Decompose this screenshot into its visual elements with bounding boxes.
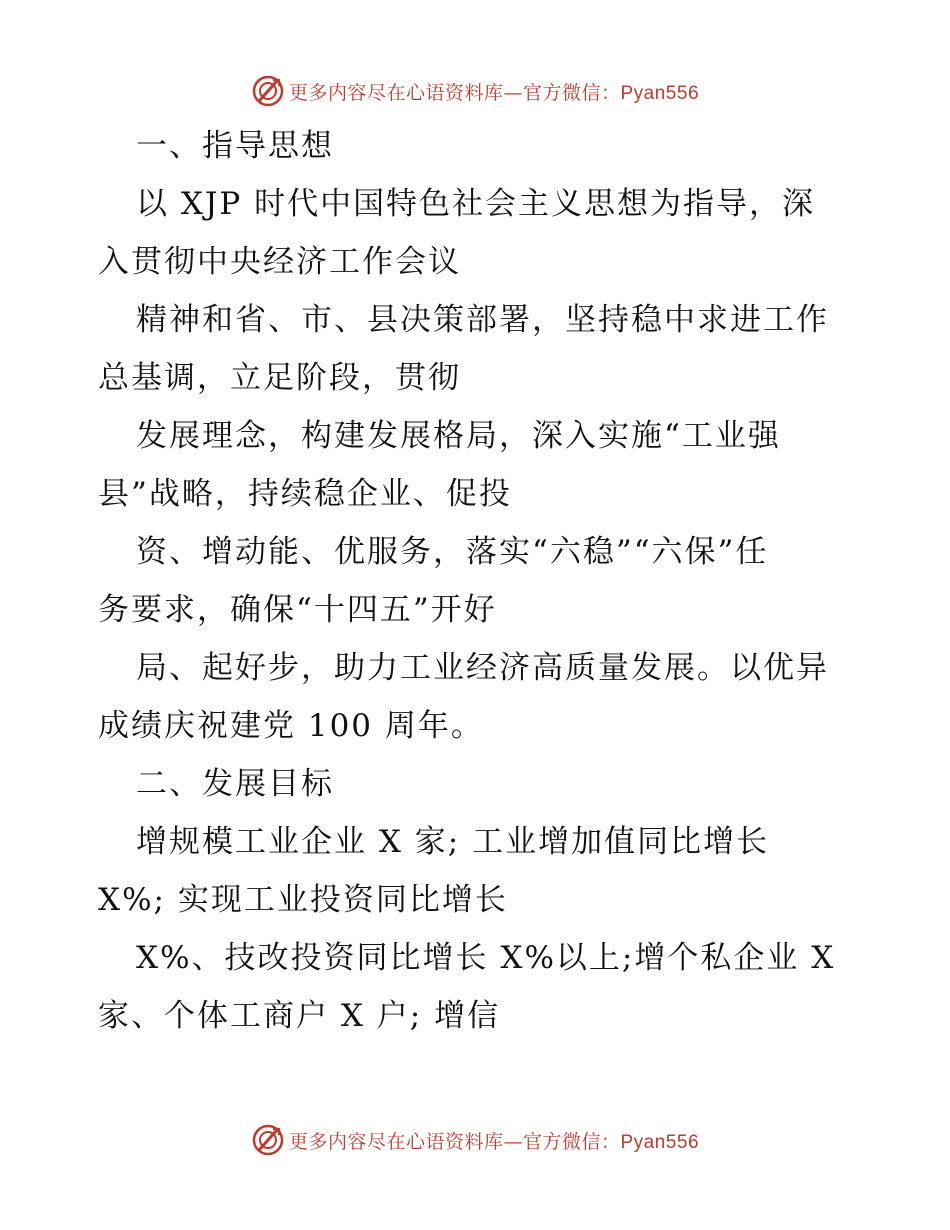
body-line: 入贯彻中央经济工作会议 (98, 244, 461, 280)
body-line: 局、起好步，助力工业经济高质量发展。以优异 (136, 650, 829, 686)
body-line: 成绩庆祝建党 100 周年。 (98, 708, 484, 744)
header-wechat-label: 官方微信： (522, 81, 621, 104)
header-separator: — (503, 81, 523, 104)
header-wechat-id: Pyan556 (620, 82, 700, 104)
logo-icon (251, 74, 285, 108)
body-line: 增规模工业企业 X 家; 工业增加值同比增长 (136, 824, 770, 860)
body-line: 总基调，立足阶段，贯彻 (98, 360, 461, 396)
body-line: 县”战略，持续稳企业、促投 (98, 476, 512, 512)
header-banner (0, 71, 950, 111)
footer-banner-text (289, 1127, 699, 1154)
document-body (98, 117, 868, 1045)
body-line: 以 XJP 时代中国特色社会主义思想为指导，深 (136, 186, 816, 222)
section-heading-guiding-ideology: 一、指导思想 (136, 128, 334, 164)
footer-wechat-label: 官方微信： (522, 1130, 621, 1153)
section-heading-development-goals: 二、发展目标 (136, 766, 334, 802)
header-banner-text (289, 78, 699, 105)
footer-site-text: 更多内容尽在心语资料库 (288, 1130, 504, 1153)
body-line: 精神和省、市、县决策部署，坚持稳中求进工作 (136, 302, 829, 338)
body-line: X%; 实现工业投资同比增长 (98, 882, 508, 918)
footer-separator: — (503, 1130, 523, 1153)
body-line: 务要求，确保“十四五”开好 (98, 592, 497, 628)
body-line: 发展理念，构建发展格局，深入实施“工业强 (136, 418, 781, 454)
body-line: 资、增动能、优服务，落实“六稳”“六保”任 (136, 534, 769, 570)
header-site-text: 更多内容尽在心语资料库 (288, 81, 504, 104)
footer-banner (0, 1120, 950, 1160)
footer-wechat-id: Pyan556 (620, 1131, 700, 1153)
body-line: X%、技改投资同比增长 X%以上;增个私企业 X (136, 940, 836, 976)
logo-icon (251, 1123, 285, 1157)
body-line: 家、个体工商户 X 户; 增信 (98, 998, 501, 1034)
